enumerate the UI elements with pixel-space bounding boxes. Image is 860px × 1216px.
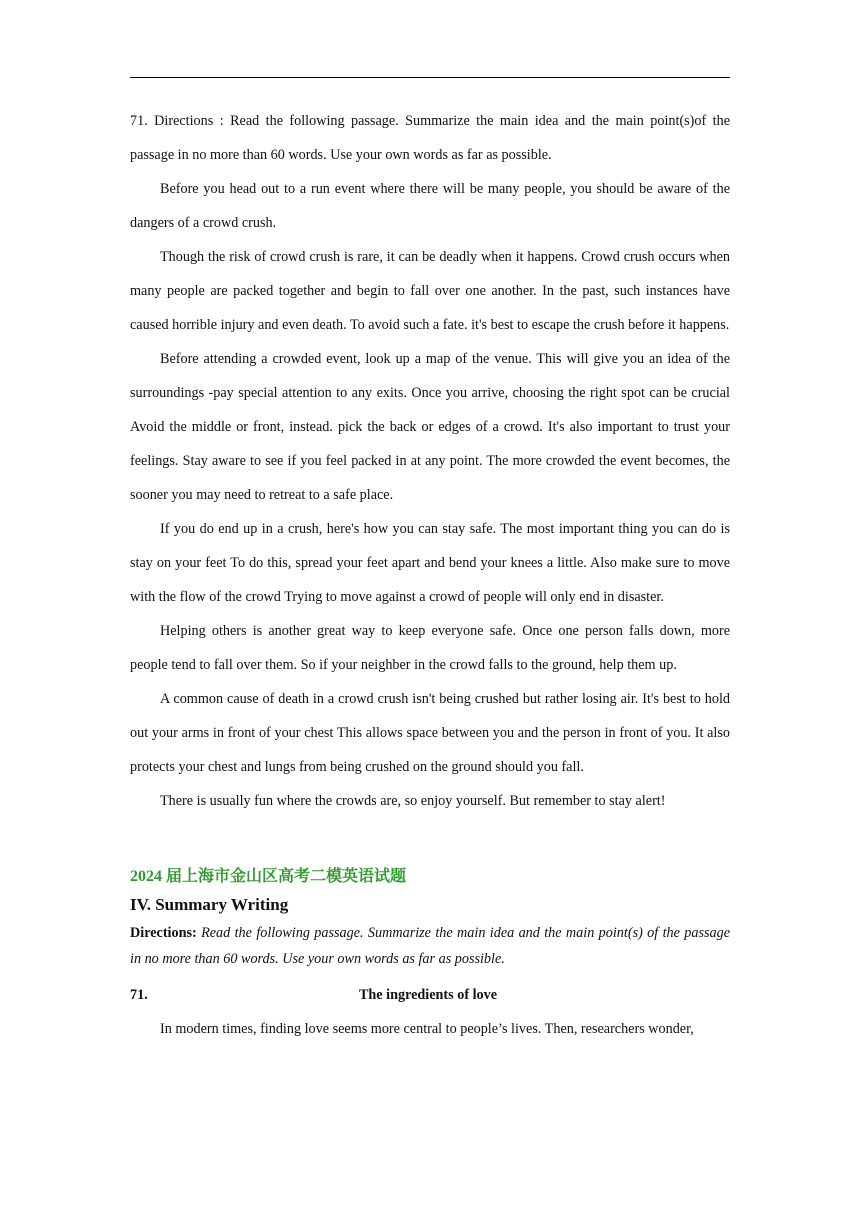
passage-paragraph: A common cause of death in a crowd crush isn't being crushed but rather losing air. It's best to hold out your arms in front of your chest This allows space between you and the person in front of you. It also protects your chest and lungs from being crushed on the ground should you fall. — [130, 691, 730, 775]
question-number: 71. — [130, 987, 148, 1003]
directions-text: Read the following passage. Summarize the main idea and the main point(s) of the passage in no more than 60 words. Use your own words as far as possible. — [130, 925, 731, 967]
passage-paragraph: Before you head out to a run event where there will be many people, you should be aware of the dangers of a crowd crush. — [130, 181, 730, 231]
section-heading: IV. Summary Writing — [130, 895, 289, 914]
exam-title: 2024 届上海市金山区高考二模英语试题 — [130, 868, 407, 885]
passage-title: The ingredients of love — [358, 987, 498, 1003]
passage-paragraph: If you do end up in a crush, here's how you can stay safe. The most important thing you can do is stay on your feet To do this, spread your feet apart and bend your knees a little. Also make sure to move with the flow of the crowd Trying to move against a crowd of people will only end in disaster. — [130, 521, 730, 605]
passage-paragraph: In modern times, finding love seems more central to people’s lives. Then, researchers wonder, — [160, 1021, 694, 1037]
question-header — [130, 978, 730, 1012]
question-intro: 71. Directions : Read the following passage. Summarize the main idea and the main point(s)of the passage in no more than 60 words. Use your own words as far as possible. — [130, 113, 730, 163]
directions-label: Directions: — [130, 925, 197, 941]
passage-paragraph: Helping others is another great way to keep everyone safe. Once one person falls down, more people tend to fall over them. So if your neighber in the crowd falls to the ground, help them up. — [130, 623, 730, 673]
passage-paragraph: There is usually fun where the crowds are, so enjoy yourself. But remember to stay alert! — [160, 793, 666, 809]
passage-paragraph: Though the risk of crowd crush is rare, it can be deadly when it happens. Crowd crush occurs when many people are packed together and begin to fall over one another. In the past, such instances have caused horrible injury and even death. To avoid such a fate. it's best to escape the crush before it happens. — [130, 249, 730, 333]
passage-paragraph: Before attending a crowded event, look up a map of the venue. This will give you an idea of the surroundings -pay special attention to any exits. Once you arrive, choosing the right spot can be crucial Avoid the middle or front, instead. pick the back or edges of a crowd. It's also important to trust your feelings. Stay aware to see if you feel packed in at any point. The more crowded the event becomes, the sooner you may need to retreat to a safe place. — [130, 351, 730, 503]
directions — [130, 920, 730, 972]
document-body — [130, 104, 730, 1046]
top-rule — [130, 77, 730, 78]
